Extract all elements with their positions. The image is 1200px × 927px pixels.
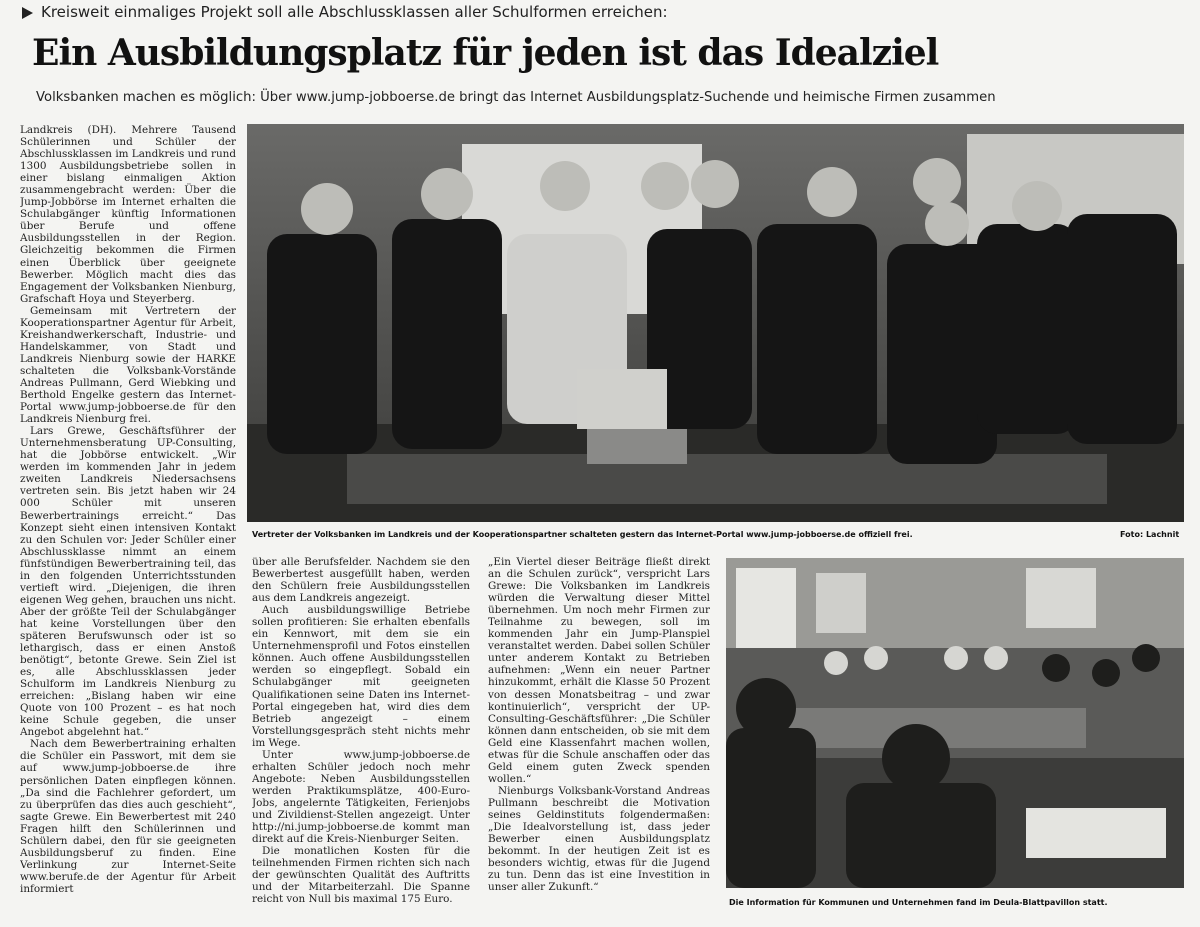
paragraph: „Ein Viertel dieser Beiträge fließt direkt an die Schulen zurück“, verspricht Lars Grewe: Die Volksbanken im Landkreis würden die Verwaltung dieser Mittel übernehmen. Um noch mehr Firmen zur Teilnahme zu bewegen, soll im kommenden Jahr ein Jump-Planspiel veranstaltet werden. Dabei sollen Schüler unter anderem Kontakt zu Betrieben aufnehmen: „Wenn ein neuer Partner hinzukommt, erhält die Klasse 50 Prozent von dessen Monatsbeitrag – und zwar kontinuierlich“, verspricht der UP-Consulting-Geschäftsführer: „Die Schüler können dann entscheiden, ob sie mit dem Geld eine Klassenfahrt machen wollen, etwas für die Schule anschaffen oder das Geld einem guten Zweck spenden wollen.“ (488, 556, 710, 785)
article-column-2 (252, 556, 470, 918)
paragraph: Lars Grewe, Geschäftsführer der Unternehmensberatung UP-Consulting, hat die Jobbörse entwickelt. „Wir werden im kommenden Jahr in jedem zweiten Landkreis Niedersachsens vertreten sein. Bis jetzt haben wir 24 000 Schüler mit unseren Bewerbertrainings erreicht.“ Das Konzept sieht einen intensiven Kontakt zu den Schulen vor: Jeder Schüler einer Abschlussklasse nimmt an einem fünfstündigen Bewerbertraining teil, das in den folgenden Unterrichtsstunden vertieft wird. „Diejenigen, die ihren eigenen Weg gehen, brauchen uns nicht. Aber der größte Teil der Schulabgänger hat keine Vorstellungen über den späteren Berufswunsch oder ist so lethargisch, dass er einen Anstoß benötigt“, betonte Grewe. Sein Ziel ist es, alle Abschlussklassen jeder Schulform im Landkreis Nienburg zu erreichen: „Bislang haben wir eine Quote von 100 Prozent – es hat noch keine Schule gegeben, die unser Angebot abgelehnt hat.“ (20, 425, 236, 739)
photo-credit: Foto: Lachnit (1120, 530, 1180, 539)
paragraph: Auch ausbildungswillige Betriebe sollen profitieren: Sie erhalten ebenfalls ein Kennwort, mit dem sie ein Unternehmensprofil und Fotos einstellen können. Auch offene Ausbildungsstellen werden so eingepflegt. Sobald ein Schulabgänger mit geeigneten Qualifikationen seine Daten ins Internet-Portal eingegeben hat, wird dies dem Betrieb angezeigt – einem Vorstellungsgespräch steht nichts mehr im Wege. (252, 604, 470, 749)
paragraph: Nienburgs Volksbank-Vorstand Andreas Pullmann beschreibt die Motivation seines Geldinstituts folgendermaßen: „Die Idealvorstellung ist, dass jeder Bewerber einen Ausbildungsplatz bekommt. In der heutigen Zeit ist es besonders wichtig, etwas für die Jugend zu tun. Denn das ist eine Investition in unser aller Zukunft.“ (488, 784, 710, 894)
group-photo (247, 124, 1184, 522)
paragraph: über alle Berufsfelder. Nachdem sie den Bewerbertest ausgefüllt haben, werden den Schülern freie Ausbildungsstellen aus dem Landkreis angezeigt. (252, 556, 470, 605)
paragraph: Landkreis (DH). Mehrere Tausend Schülerinnen und Schüler der Abschlussklassen im Landkreis und rund 1300 Ausbildungsbetriebe sollen in einer bislang einmaligen Aktion zusammengebracht werden: Über die Jump-Jobbörse im Internet erhalten die Schulabgänger künftig Informationen über Berufe und offene Ausbildungsstellen in der Region. Gleichzeitig bekommen die Firmen einen Überblick über geeignete Bewerber. Möglich macht dies das Engagement der Volksbanken Nienburg, Grafschaft Hoya und Steyerberg. (20, 124, 236, 305)
kicker-line (12, 3, 1192, 21)
subheadline: Volksbanken machen es möglich: Über www.jump-jobboerse.de bringt das Internet Ausbildungsplatz-Suchende und heimische Firmen zusammen (36, 90, 996, 105)
meeting-photo-illustration (726, 558, 1184, 888)
paragraph: Gemeinsam mit Vertretern der Kooperationspartner Agentur für Arbeit, Kreishandwerkerschaft, Industrie- und Handelskammer, von Stadt und Landkreis Nienburg sowie der HARKE schalteten die Volksbank-Vorstände Andreas Pullmann, Gerd Wiebking und Berthold Engelke gestern das Internet-Portal www.jump-jobboerse.de für den Landkreis Nienburg frei. (20, 304, 236, 426)
article-column-3 (488, 556, 710, 918)
paragraph: Unter www.jump-jobboerse.de erhalten Schüler jedoch noch mehr Angebote: Neben Ausbildungsstellen werden Praktikumsplätze, 400-Euro-Jobs, angelernte Tätigkeiten, Ferienjobs und Zivildienst-Stellen angezeigt. Unter http://ni.jump-jobboerse.de kommt man direkt auf die Kreis-Nienburger Seiten. (252, 748, 470, 846)
article-column-1 (20, 124, 236, 920)
photo-caption: Vertreter der Volksbanken im Landkreis und der Kooperationspartner schalteten gestern das Internet-Portal www.jump-jobboerse.de offiziell frei. (252, 530, 913, 539)
meeting-photo-caption: Die Information für Kommunen und Unternehmen fand im Deula-Blattpavillon statt. (729, 898, 1108, 907)
paragraph: Nach dem Bewerbertraining erhalten die Schüler ein Passwort, mit dem sie auf www.jump-jobboerse.de ihre persönlichen Daten einpflegen können. „Da sind die Fachlehrer gefordert, um zu überprüfen das dies auch geschieht“, sagte Grewe. Ein Bewerbertest mit 240 Fragen hilft den Schülerinnen und Schülern dabei, den für sie geeigneten Ausbildungsberuf zu finden. Eine Verlinkung zur Internet-Seite www.berufe.de der Agentur für Arbeit informiert (20, 738, 236, 895)
paragraph: Die monatlichen Kosten für die teilnehmenden Firmen richten sich nach der gewünschten Qualität des Auftritts und der Mitarbeiterzahl. Die Spanne reicht von Null bis maximal 175 Euro. (252, 845, 470, 906)
meeting-photo (726, 558, 1184, 888)
group-photo-illustration (247, 124, 1184, 522)
headline: Ein Ausbildungsplatz für jeden ist das Idealziel (32, 32, 939, 74)
arrow-bullet-icon (22, 7, 33, 19)
kicker-text: Kreisweit einmaliges Projekt soll alle Abschlussklassen aller Schulformen erreichen: (41, 3, 668, 21)
